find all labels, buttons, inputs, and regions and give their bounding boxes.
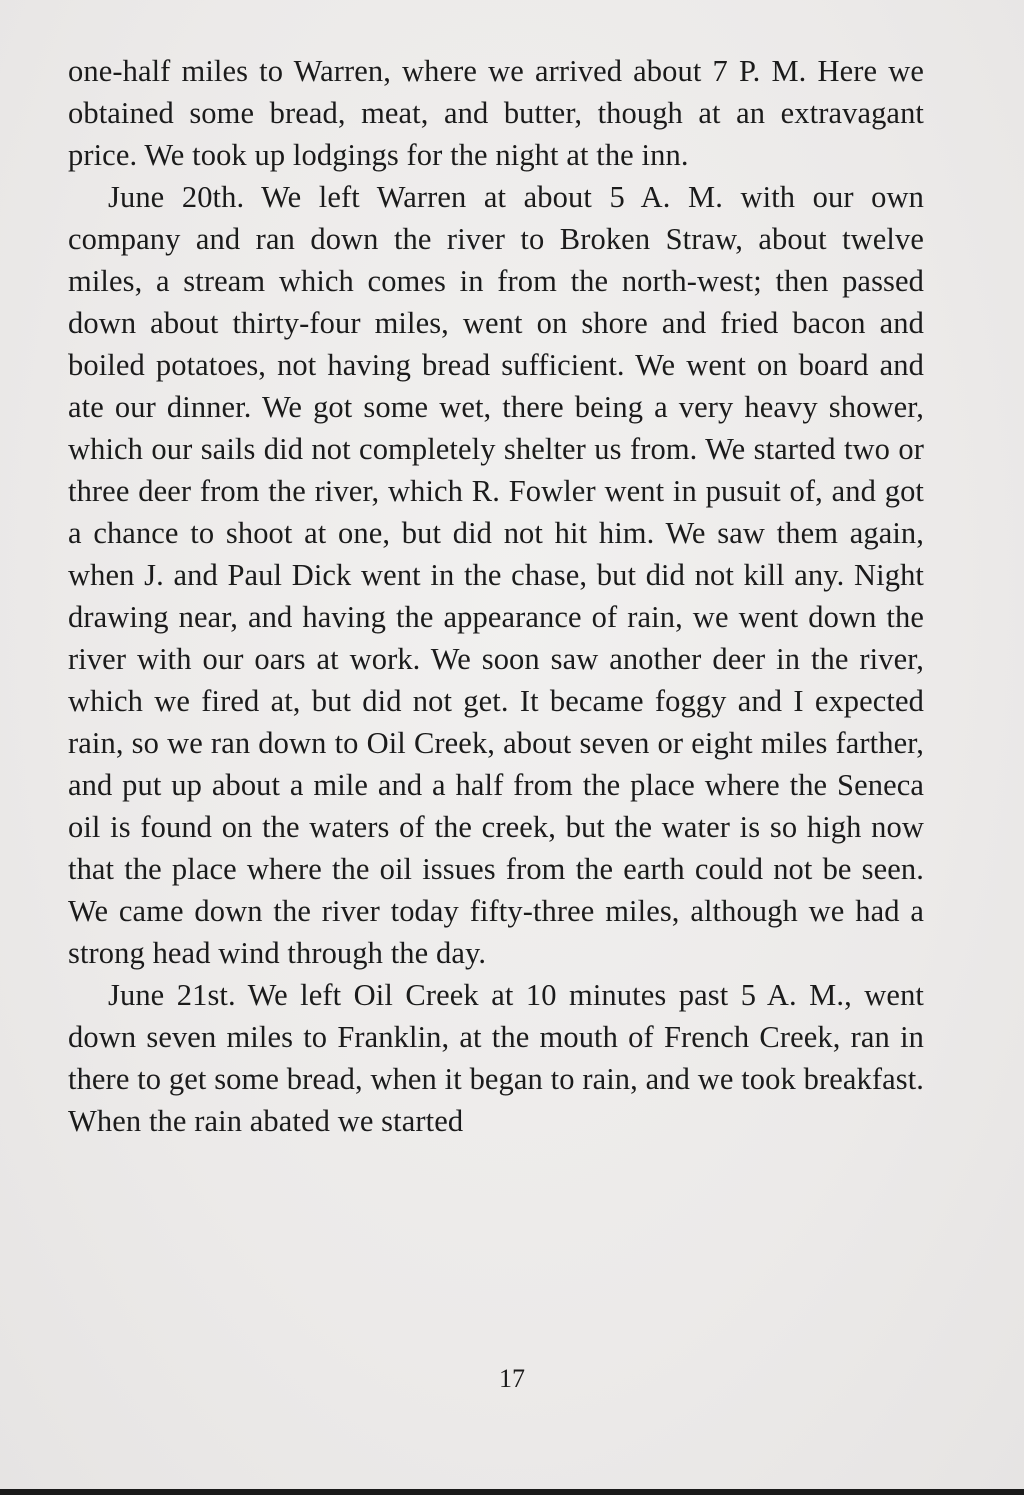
paragraph-june-21: June 21st. We left Oil Creek at 10 minutes past 5 A. M., went down seven miles to Franklin, at the mouth of French Creek, ran in there to get some bread, when it began to rain, and we took breakfast. When the rain abated we started	[68, 978, 924, 1138]
paragraph-continuation: one-half miles to Warren, where we arrived about 7 P. M. Here we obtained some bread, meat, and butter, though at an extravagant price. We took up lodgings for the night at the inn.	[68, 54, 924, 172]
paragraph-june-20: June 20th. We left Warren at about 5 A. M. with our own company and ran down the river to Broken Straw, about twelve miles, a stream which comes in from the north-west; then passed down about thirty-four miles, went on shore and fried bacon and boiled potatoes, not having bread sufficient. We went on board and ate our dinner. We got some wet, there being a very heavy shower, which our sails did not completely shelter us from. We started two or three deer from the river, which R. Fowler went in pusuit of, and got a chance to shoot at one, but did not hit him. We saw them again, when J. and Paul Dick went in the chase, but did not kill any. Night drawing near, and having the appearance of rain, we went down the river with our oars at work. We soon saw another deer in the river, which we fired at, but did not get. It became foggy and I expected rain, so we ran down to Oil Creek, about seven or eight miles farther, and put up about a mile and a half from the place where the Seneca oil is found on the waters of the creek, but the water is so high now that the place where the oil issues from the earth could not be seen. We came down the river today fifty-three miles, although we had a strong head wind through the day.	[68, 180, 924, 970]
page-bottom-edge	[0, 1489, 1024, 1495]
body-text	[68, 50, 924, 1142]
page-number: 17	[499, 1364, 525, 1393]
